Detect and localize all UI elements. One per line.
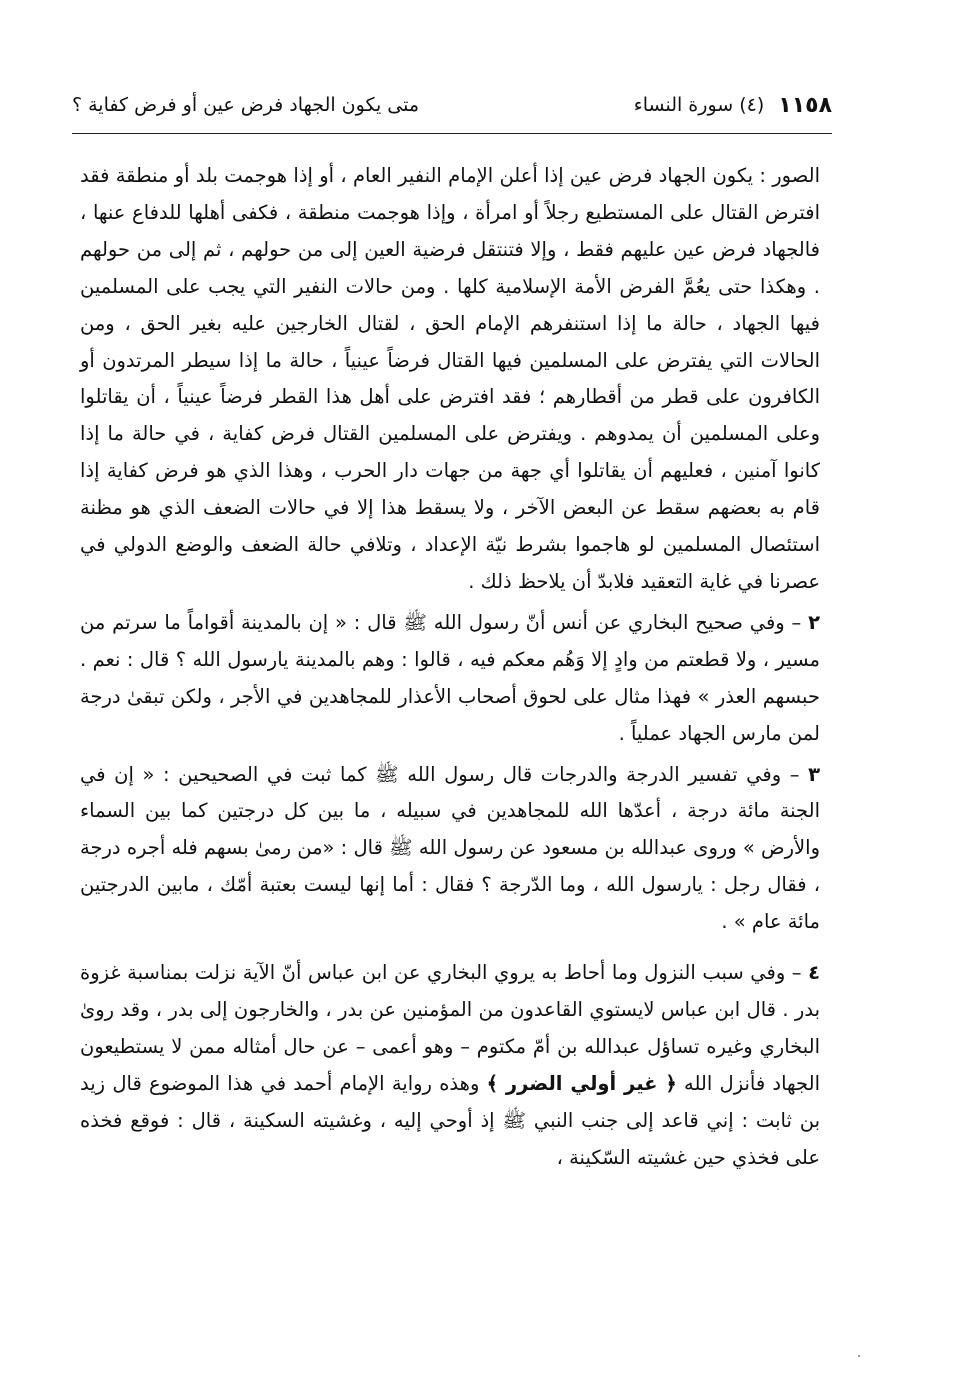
body-text [80, 158, 820, 1180]
paragraph-1-text: الصور : يكون الجهاد فرض عين إذا أعلن الإمام النفير العام ، أو إذا هوجمت بلد أو منطقة فقد افترض القتال على المستطيع رجلاً أو امرأة ، وإذا هوجمت منطقة ، فكفى أهلها للدفاع عنها ، فالجهاد فرض عين عليهم فقط ، وإلا فتنتقل فرضية العين إلى من حولهم ، ثم إلى من حولهم . وهكذا حتى يعُمَّ الفرض الأمة الإسلامية كلها . ومن حالات النفير التي يجب على المسلمين فيها الجهاد ، حالة ما إذا استنفرهم الإمام الحق ، لقتال الخارجين عليه بغير الحق ، ومن الحالات التي يفترض على المسلمين فيها القتال فرضاً عينياً ، حالة ما إذا سيطر المرتدون أو الكافرون على قطر من أقطارهم ؛ فقد افترض على أهل هذا القطر فرضاً عينياً ، أن يقاتلوا وعلى المسلمين أن يمدوهم . ويفترض على المسلمين القتال فرض كفاية ، في حالة ما إذا كانوا آمنين ، فعليهم أن يقاتلوا أي جهة من جهات دار الحرب ، وهذا الذي هو فرض كفاية إذا قام به بعضهم سقط عن البعض الآخر ، ولا يسقط هذا إلا في حالات الضعف الذي هو مظنة استئصال المسلمين لو هاجموا بشرط نيّة الإعداد ، وتلافي حالة الضعف والوضع الدولي في عصرنا في غاية التعقيد فلابدّ أن يلاحظ ذلك . [80, 164, 820, 593]
paragraph-3 [80, 757, 820, 942]
paragraph-4-text-before: – وفي سبب النزول وما أحاط به يروي البخاري عن ابن عباس أنّ الآية نزلت بمناسبة غزوة بدر . قال ابن عباس لايستوي القاعدون من المؤمنين عن بدر ، والخارجون إلى بدر ، وقد روىٰ البخاري وغيره تساؤل عبدالله بن أمّ مكتوم – وهو أعمى – عن حال أمثاله ممن لا يستطيعون الجهاد فأنزل الله [80, 961, 820, 1095]
page-header [72, 88, 832, 122]
quran-quote: ﴿ غير أولي الضرر ﴾ [486, 1071, 677, 1095]
paragraph-2-text: – وفي صحيح البخاري عن أنس أنّ رسول الله ﷺ قال : « إن بالمدينة أقواماً ما سرتم من مسير ، ولا قطعتم من وادٍ إلا وَهُم معكم فيه ، قالوا : وهم بالمدينة يارسول الله ؟ قال : نعم . حبسهم العذر » فهذا مثال على لحوق أصحاب الأعذار للمجاهدين في الأجر ، ولكن تبقىٰ درجة لمن مارس الجهاد عملياً . [80, 610, 820, 745]
page-number: ١١٥٨ [778, 92, 832, 118]
paragraph-4 [80, 955, 820, 1176]
paragraph-2 [80, 605, 820, 753]
paragraph-1 [80, 158, 820, 601]
paragraph-4-number: ٤ [808, 961, 820, 985]
paragraph-3-number: ٣ [808, 762, 820, 786]
paragraph-3-text: – وفي تفسير الدرجة والدرجات قال رسول الله ﷺ كما ثبت في الصحيحين : « إن في الجنة مائة درجة ، أعدّها الله للمجاهدين في سبيله ، ما بين كل درجتين كما بين السماء والأرض » وروى عبدالله بن مسعود عن رسول الله ﷺ قال : «من رمىٰ بسهم فله أجره درجة ، فقال رجل : يارسول الله ، وما الدّرجة ؟ فقال : أما إنها ليست بعتبة أمّك ، مابين الدرجتين مائة عام » . [80, 762, 820, 934]
paragraph-2-number: ٢ [808, 610, 821, 634]
header-right-group [634, 93, 832, 118]
surah-name: (٤) سورة النساء [633, 94, 765, 116]
scan-speck [858, 1355, 860, 1357]
paragraph-4-text-after: وهذه رواية الإمام أحمد في هذا الموضوع قال زيد بن ثابت : إني قاعد إلى جنب النبي ﷺ إذ أوحي إليه ، وغشيته السكينة ، قال : فوقع فخذه على فخذي حين غشيته السّكينة ، [80, 1071, 820, 1169]
chapter-title: متى يكون الجهاد فرض عين أو فرض كفاية ؟ [72, 94, 420, 116]
header-divider [72, 133, 832, 134]
